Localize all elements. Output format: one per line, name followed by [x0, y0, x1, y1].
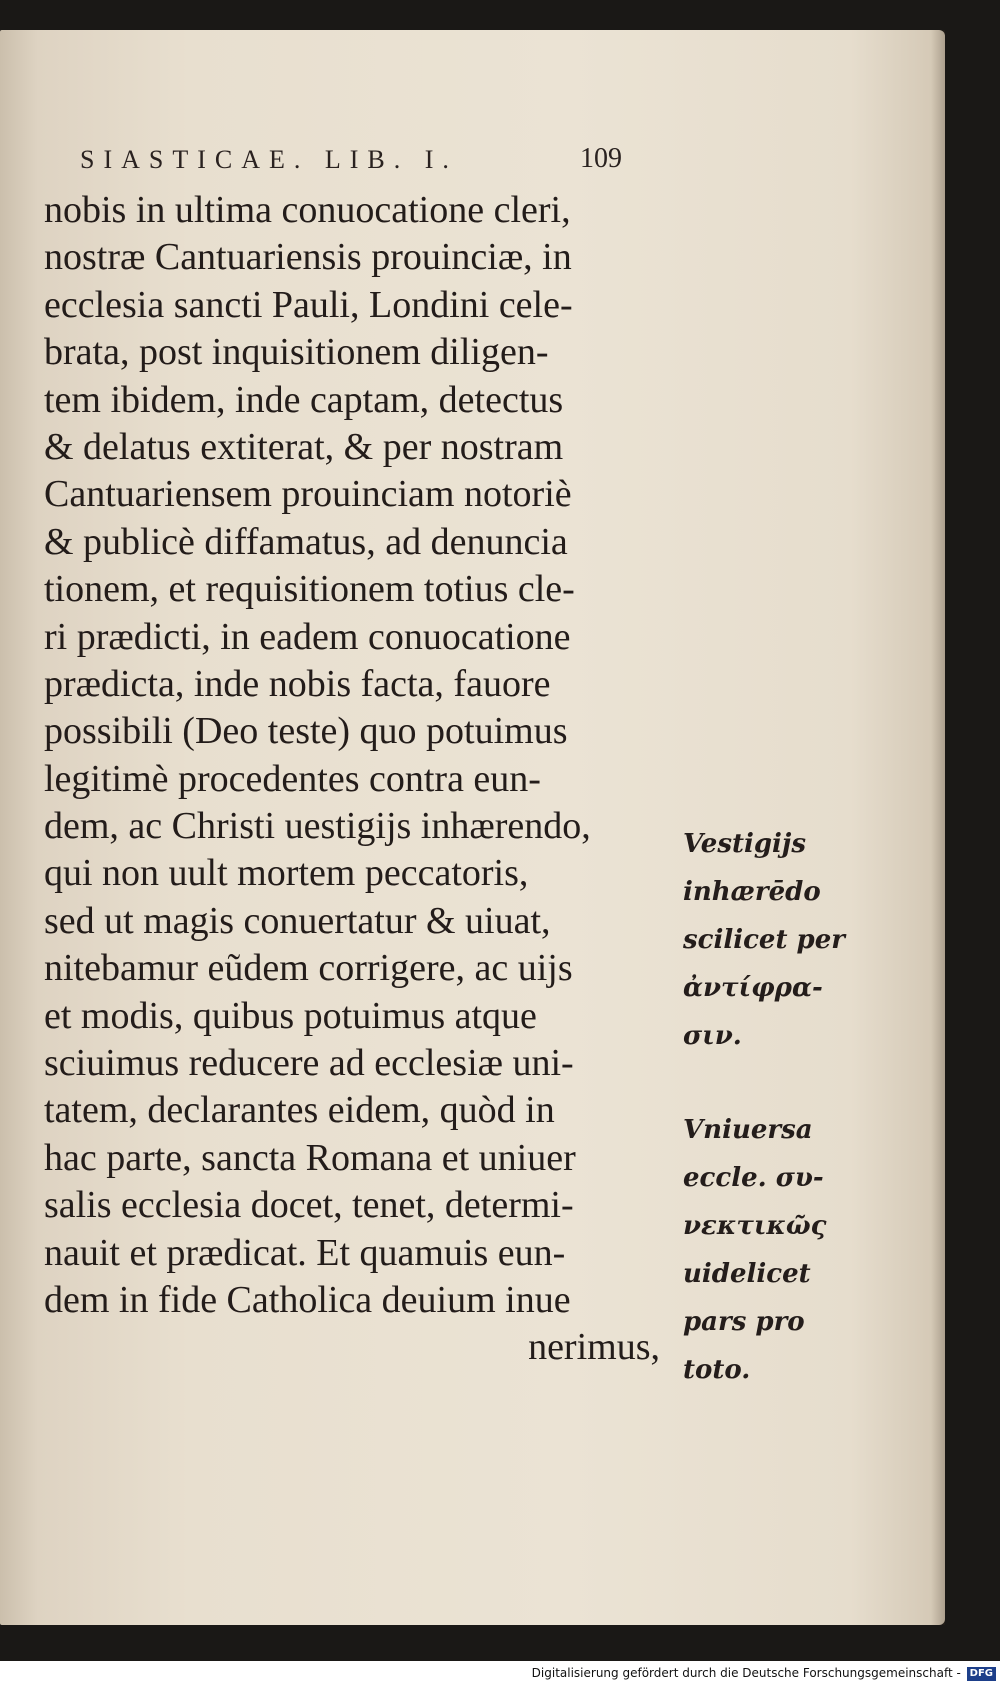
text-line: nitebamur eũdem corrigere, ac uijs	[44, 947, 573, 990]
text-line: hac parte, sancta Romana et uniuer	[44, 1136, 576, 1179]
text-line: tionem, et requisitionem totius cle-	[44, 568, 575, 611]
marginal-note-line: toto.	[683, 1355, 751, 1385]
text-line: tem ibidem, inde captam, detectus	[44, 378, 564, 421]
text-line: nobis in ultima conuocatione cleri,	[44, 189, 571, 231]
text-line: dem in fide Catholica deuium inue	[44, 1278, 571, 1321]
text-line: ri prædicti, in eadem conuocatione	[44, 615, 571, 658]
text-line: nerimus,	[528, 1326, 660, 1369]
text-line: brata, post inquisitionem diligen-	[44, 331, 549, 374]
marginal-note-line: νεκτικῶς	[683, 1211, 827, 1241]
body-text	[44, 187, 684, 1372]
marginal-note-line: uidelicet	[683, 1259, 811, 1289]
marginal-note-line: σιν.	[683, 1021, 742, 1051]
text-line: dem, ac Christi uestigijs inhærendo,	[44, 805, 591, 848]
marginal-note-line: pars pro	[683, 1307, 805, 1337]
text-line: et modis, quibus potuimus atque	[44, 994, 537, 1037]
text-line: ecclesia sancti Pauli, Londini cele-	[44, 283, 573, 326]
running-title: SIASTICAE. LIB. I.	[80, 145, 458, 174]
text-line: Cantuariensem prouinciam notoriè	[44, 473, 572, 516]
text-line: sed ut magis conuertatur & uiuat,	[44, 899, 551, 942]
marginal-note-line: inhærēdo	[683, 877, 821, 907]
text-line: nostræ Cantuariensis prouinciæ, in	[44, 236, 572, 279]
running-header	[80, 125, 640, 181]
marginal-note-line: Vniuersa	[683, 1115, 813, 1145]
marginal-note-line: eccle. συ-	[683, 1163, 824, 1193]
dfg-logo: DFG	[967, 1667, 996, 1681]
text-line: & delatus extiterat, & per nostram	[44, 425, 564, 468]
text-line: legitimè procedentes contra eun-	[44, 757, 541, 800]
marginal-note-line: Vestigijs	[683, 829, 806, 859]
digitization-footer	[0, 1661, 1000, 1685]
footer-text: Digitalisierung gefördert durch die Deutsche Forschungsgemeinschaft -	[531, 1666, 961, 1680]
marginal-note-line: ἀντίφρα-	[683, 973, 823, 1003]
text-line: & publicè diffamatus, ad denuncia	[44, 520, 568, 563]
text-line: qui non uult mortem peccatoris,	[44, 852, 529, 895]
text-line: sciuimus reducere ad ecclesiæ uni-	[44, 1042, 574, 1085]
text-line: prædicta, inde nobis facta, fauore	[44, 662, 551, 705]
marginal-note	[683, 820, 863, 1060]
page-number: 109	[580, 143, 622, 174]
text-line: possibili (Deo teste) quo potuimus	[44, 710, 568, 753]
marginal-note	[683, 1106, 863, 1394]
text-line: salis ecclesia docet, tenet, determi-	[44, 1184, 574, 1227]
text-line: tatem, declarantes eidem, quòd in	[44, 1089, 555, 1132]
text-line: nauit et prædicat. Et quamuis eun-	[44, 1231, 566, 1274]
marginal-note-line: scilicet per	[683, 925, 845, 955]
